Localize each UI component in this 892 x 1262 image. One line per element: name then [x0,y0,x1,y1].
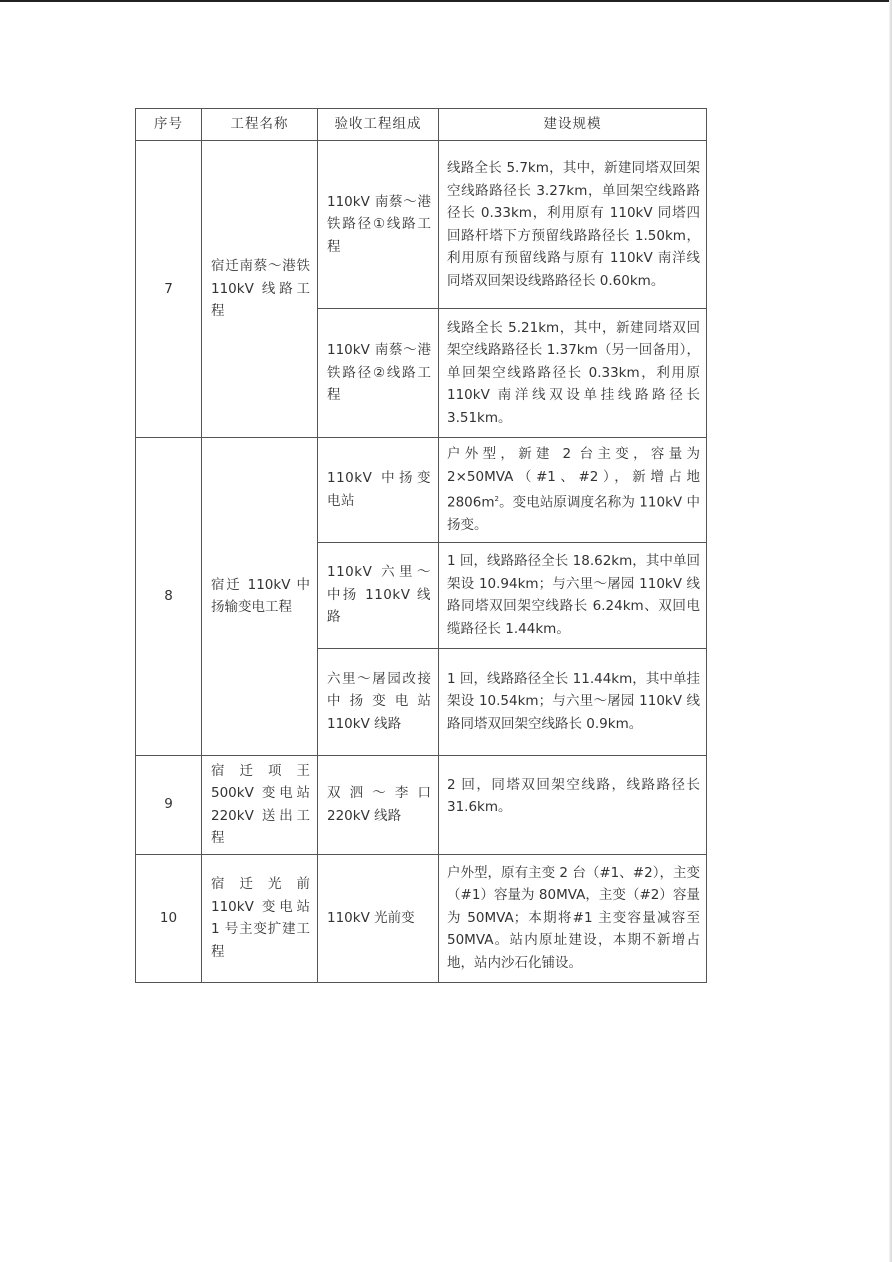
table-row [136,141,707,309]
construction-scale: 线路全长 5.7km，其中，新建同塔双回架空线路路径长 3.27km，单回架空线路路径长 0.33km，利用原有 110kV 同塔四回路杆塔下方预留线路路径长 1.50km，利用原有预留线路与原有 110kV 南洋线同塔双回架设线路路径长 0.60km。 [439,141,707,309]
header-no: 序号 [136,109,202,141]
row-number: 8 [136,438,202,756]
project-name: 宿迁项王 500kV 变电站 220kV 送出工程 [202,755,318,854]
project-name: 宿迁光前 110kV 变电站 1 号主变扩建工程 [202,854,318,982]
project-component: 110kV 南蔡～港铁路径①线路工程 [318,141,439,309]
project-component: 110kV 南蔡～港铁路径②线路工程 [318,309,439,438]
top-border-line [0,0,892,2]
table-row [136,854,707,982]
construction-scale: 户外型，原有主变 2 台（#1、#2），主变（#1）容量为 80MVA，主变（#2）容量为 50MVA；本期将#1 主变容量减容至 50MVA。站内原址建设，本期不新增占地，站内沙石化铺设。 [439,854,707,982]
project-component: 六里～屠园改接中扬变电站 110kV 线路 [318,648,439,755]
table-header-row [136,109,707,141]
project-scope-table [135,108,707,983]
row-number: 7 [136,141,202,438]
construction-scale [439,438,707,543]
construction-scale: 1 回，线路路径全长 18.62km，其中单回架设 10.94km；与六里～屠园 110kV 线路同塔双回架空线路长 6.24km、双回电缆路径长 1.44km。 [439,542,707,648]
project-name: 宿迁南蔡～港铁 110kV 线路工程 [202,141,318,438]
row-number: 10 [136,854,202,982]
project-component: 110kV 光前变 [318,854,439,982]
project-component: 110kV 中扬变电站 [318,438,439,543]
table-row [136,755,707,854]
area-unit-superscript: 2 [494,495,499,503]
project-name: 宿迁 110kV 中扬输变电工程 [202,438,318,756]
project-component: 110kV 六里～中扬 110kV 线路 [318,542,439,648]
scale-text-cont: 。变电站原调度名称为 110kV 中扬变。 [447,494,700,533]
header-scale: 建设规模 [439,109,707,141]
row-number: 9 [136,755,202,854]
scale-text: 户外型，新建 2 台主变，容量为 2×50MVA（#1、#2），新增占地 2806m [447,446,700,511]
construction-scale: 1 回，线路路径全长 11.44km，其中单挂架设 10.54km；与六里～屠园 110kV 线路同塔双回架空线路长 0.9km。 [439,648,707,755]
table-row [136,438,707,543]
construction-scale: 线路全长 5.21km，其中，新建同塔双回架空线路路径长 1.37km（另一回备用），单回架空线路路径长 0.33km，利用原 110kV 南洋线双设单挂线路路径长 3.51km。 [439,309,707,438]
header-project-name: 工程名称 [202,109,318,141]
project-component: 双泗～李口 220kV 线路 [318,755,439,854]
construction-scale: 2 回，同塔双回架空线路，线路路径长 31.6km。 [439,755,707,854]
header-components: 验收工程组成 [318,109,439,141]
